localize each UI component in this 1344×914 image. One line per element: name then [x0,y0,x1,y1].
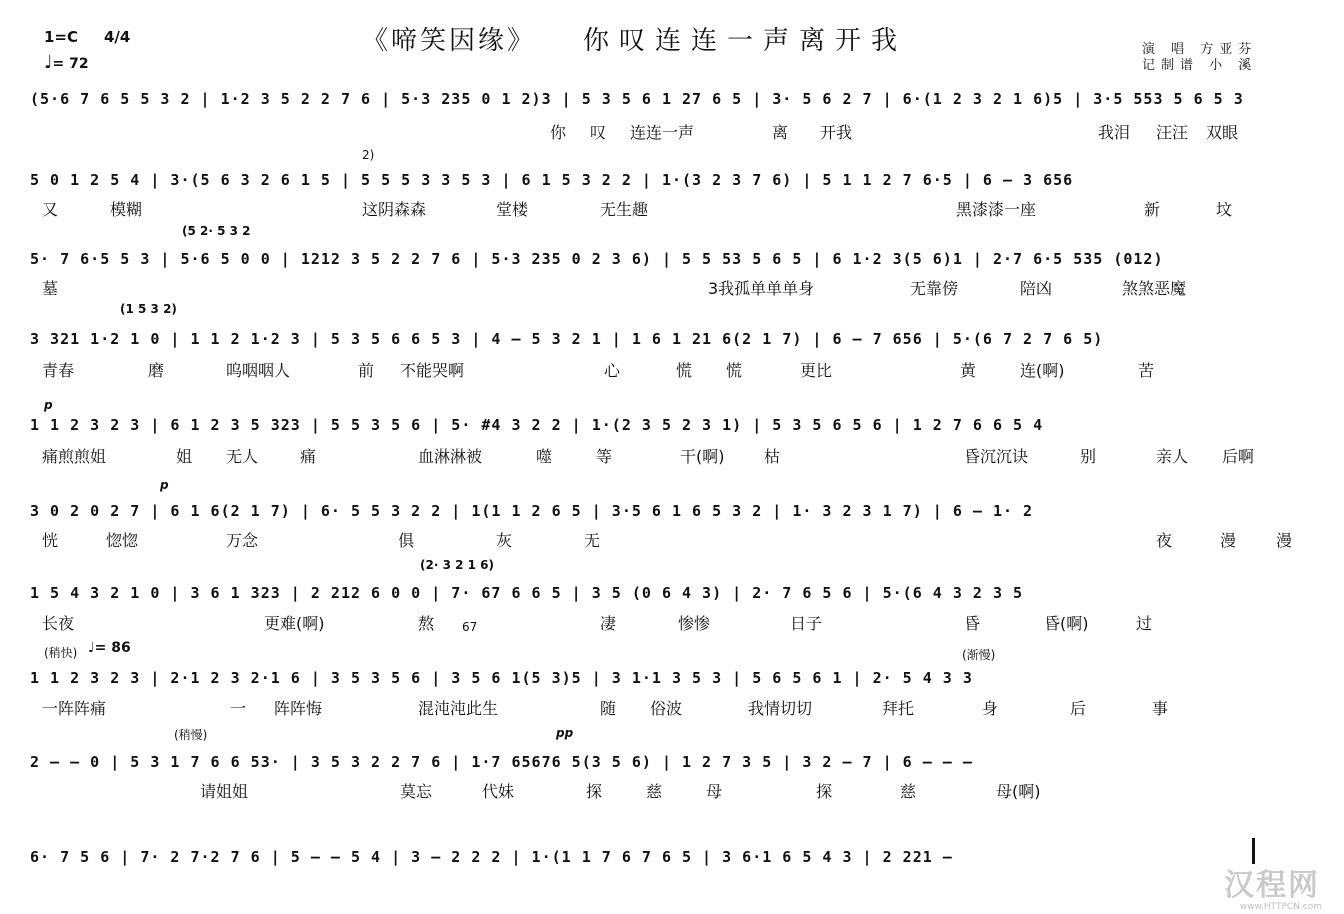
lyric-word: 双眼 [1206,123,1239,142]
staff-notes: 5 0 1 2 5 4 | 3·(5 6 3 2 6 1 5 | 5 5 5 3 3 5 3 | 6 1 5 3 2 2 | 1·(3 2 3 7 6) | 5 1 1 2 7 6·5 | 6 – 3 656 [30,171,1074,189]
singer-credit: 演 唱 方亚芬 [1142,42,1258,57]
tempo-change-value: = 86 [94,640,131,656]
lyric-word: 随 [600,699,617,718]
lyric-word: 慈 [646,782,663,801]
lyric-word: 阵阵悔 [274,699,323,718]
tempo-value: = 72 [52,56,89,72]
staff-line-10 [30,842,1326,874]
lyric-word: 无靠傍 [910,279,959,298]
lyric-word: 血淋淋被 [418,447,483,466]
quarter-note-icon: ♩ [88,640,95,656]
staff-notes: 1 1 2 3 2 3 | 6 1 2 3 5 323 | 5 5 3 5 6 | 5· #4 3 2 2 | 1·(2 3 5 2 3 1) | 5 3 5 6 5 6 | 1 2 7 6 6 5 4 [30,416,1044,434]
lyric-word: 母(啊) [996,782,1041,801]
lyric-word: 堂楼 [496,200,529,219]
lyric-word: 拜托 [882,699,915,718]
lyric-word: 墓 [42,279,59,298]
lyric-word: 俗波 [650,699,683,718]
lyric-word: 干(啊) [680,447,725,466]
tempo-slow-label: (渐慢) [962,648,996,662]
lyric-word: 请姐姐 [200,782,249,801]
lyric-word: 母 [706,782,723,801]
staff-notes: 3 321 1·2 1 0 | 1 1 2 1·2 3 | 5 3 5 6 6 5 3 | 4 – 5 3 2 1 | 1 6 1 21 6(2 1 7) | 6 – 7 656 | 5·(6 7 2 7 6 5) [30,330,1104,348]
staff-notes: (5·6 7 6 5 5 3 2 | 1·2 3 5 2 2 7 6 | 5·3 235 0 1 2)3 | 5 3 5 6 1 27 6 5 | 3· 5 6 2 7 | 6·(1 2 3 2 1 6)5 | 3·5 553 5 6 5 3 [30,90,1244,108]
lyric-word: 混沌沌此生 [418,699,499,718]
lyric-word: 一 [230,699,247,718]
staff-line-8 [30,663,1326,695]
tempo-slow-label: (稍慢) [174,728,208,742]
lyric-word: 一阵阵痛 [42,699,107,718]
upper-phrase: (2· 3 2 1 6) [420,558,494,572]
staff-line-7 [30,578,1326,610]
dynamic-marking: p [160,478,169,492]
staff-notes: 2 – – 0 | 5 3 1 7 6 6 53· | 3 5 3 2 2 7 6 | 1·7 65676 5(3 5 6) | 1 2 7 3 5 | 3 2 – 7 | 6 – – – [30,753,973,771]
time-signature: 4/4 [104,28,131,46]
lyric-word: 惨惨 [678,614,711,633]
lyric-word: 俱 [398,531,415,550]
lyric-word: 昏(啊) [1044,614,1089,633]
upper-phrase: (1 5 3 2) [120,302,177,316]
lyric-word: 新 [1144,200,1161,219]
lyric-word: 陪凶 [1020,279,1053,298]
staff-notes: 3 0 2 0 2 7 | 6 1 6(2 1 7) | 6· 5 5 3 2 2 | 1(1 1 2 6 5 | 3·5 6 1 6 5 3 2 | 1· 3 2 3 1 7) | 6 – 1· 2 [30,502,1034,520]
lyric-word: 心 [604,361,621,380]
staff-line-4 [30,324,1326,356]
lyric-word: 3我孤单单单身 [708,279,815,298]
lyric-word: 探 [816,782,833,801]
grace-note: 67 [462,620,478,634]
lyric-word: 夜 [1156,531,1173,550]
lyric-word: 事 [1152,699,1169,718]
lyric-word: 前 [358,361,375,380]
lyric-word: 姐 [176,447,193,466]
staff-notes: 1 1 2 3 2 3 | 2·1 2 3 2·1 6 | 3 5 3 5 6 | 3 5 6 1(5 3)5 | 3 1·1 3 5 3 | 5 6 5 6 1 | 2· 5 4 3 3 [30,669,973,687]
lyric-word: 这阴森森 [362,200,427,219]
lyric-word: 等 [596,447,613,466]
lyric-word: 更比 [800,361,833,380]
lyric-word: 坟 [1216,200,1233,219]
tempo-change [88,640,131,656]
lyric-word: 恍 [42,531,59,550]
watermark-logo: 汉程网 [1224,868,1320,903]
lyric-word: 模糊 [110,200,143,219]
lyric-word: 惚惚 [106,531,139,550]
lyric-word: 慌 [726,361,743,380]
lyric-word: 我泪 [1098,123,1131,142]
lyric-word: 开我 [820,123,853,142]
staff-notes: 5· 7 6·5 5 3 | 5·6 5 0 0 | 1212 3 5 2 2 7 6 | 5·3 235 0 2 3 6) | 5 5 53 5 6 5 | 6 1·2 3(5 6)1 | 2·7 6·5 535 (012) [30,250,1164,268]
dynamic-marking: pp [556,726,574,740]
lyric-word: 漫 [1276,531,1293,550]
lyric-word: 黄 [960,361,977,380]
staff-line-5 [30,410,1326,442]
lyric-word: 苦 [1138,361,1155,380]
lyric-word: 痛煎煎姐 [42,447,107,466]
tempo-change-label: (稍快) [44,646,78,660]
lyric-word: 青春 [42,361,75,380]
staff-notes: 1 5 4 3 2 1 0 | 3 6 1 323 | 2 212 6 0 0 | 7· 67 6 6 5 | 3 5 (0 6 4 3) | 2· 7 6 5 6 | 5·(6 4 3 2 3 5 [30,584,1024,602]
lyric-word: 灰 [496,531,513,550]
song-subtitle: 你叹连连一声离开我 [583,26,908,56]
tempo-marking [44,52,89,73]
lyric-word: 不能哭啊 [400,361,465,380]
lyric-word: 无生趣 [600,200,649,219]
lyric-word: 汪汪 [1156,123,1189,142]
lyric-word: 慈 [900,782,917,801]
song-title: 《啼笑因缘》 [362,26,537,56]
lyric-word: 亲人 [1156,447,1189,466]
lyric-word: 无 [584,531,601,550]
lyric-word: 代妹 [482,782,515,801]
quarter-note-icon: ♩ [44,52,53,73]
lyric-word: 凄 [600,614,617,633]
lyric-word: 煞煞恶魔 [1122,279,1187,298]
lyric-word: 你 [550,123,567,142]
dynamic-marking: p [44,398,53,412]
lyric-word: 莫忘 [400,782,433,801]
lyric-word: 连连一声 [630,123,695,142]
lyric-word: 无人 [226,447,259,466]
lyric-word: 又 [42,200,59,219]
lyric-word: 探 [586,782,603,801]
lyric-word: 噬 [536,447,553,466]
lyric-word: 昏 [964,614,981,633]
lyric-word: 痛 [300,447,317,466]
upper-phrase: (5 2· 5 3 2 [182,224,251,238]
lyric-word: 长夜 [42,614,75,633]
notation-credit: 记制谱 小 溪 [1142,58,1258,73]
lyric-word: 日子 [790,614,823,633]
watermark-url: www.HTTPCN.com [1239,902,1322,912]
lyric-word: 连(啊) [1020,361,1065,380]
lyric-word: 叹 [590,123,607,142]
lyric-word: 万念 [226,531,259,550]
lyric-word: 后 [1070,699,1087,718]
lyric-word: 磨 [148,361,165,380]
lyric-word: 我情切切 [748,699,813,718]
staff-line-6 [30,496,1326,528]
lyric-word: 呜咽咽人 [226,361,291,380]
lyric-word: 漫 [1220,531,1237,550]
staff-line-3 [30,244,1326,276]
lyric-word: 熬 [418,614,435,633]
staff-line-9 [30,747,1326,779]
lyric-word: 昏沉沉诀 [964,447,1029,466]
staff-notes: 6· 7 5 6 | 7· 2 7·2 7 6 | 5 – – 5 4 | 3 – 2 2 2 | 1·(1 1 7 6 7 6 5 | 3 6·1 6 5 4 3 | 2 221 – [30,848,953,866]
grace-note: 2) [362,148,375,162]
lyric-word: 身 [982,699,999,718]
lyric-word: 过 [1136,614,1153,633]
staff-line-1 [30,84,1326,116]
lyric-word: 后啊 [1222,447,1255,466]
lyric-word: 慌 [676,361,693,380]
staff-line-2 [30,165,1326,197]
lyric-word: 更难(啊) [264,614,325,633]
lyric-word: 离 [772,123,789,142]
lyric-word: 别 [1080,447,1097,466]
lyric-word: 枯 [764,447,781,466]
lyric-word: 黑漆漆一座 [956,200,1037,219]
key-signature: 1=C [44,28,79,46]
